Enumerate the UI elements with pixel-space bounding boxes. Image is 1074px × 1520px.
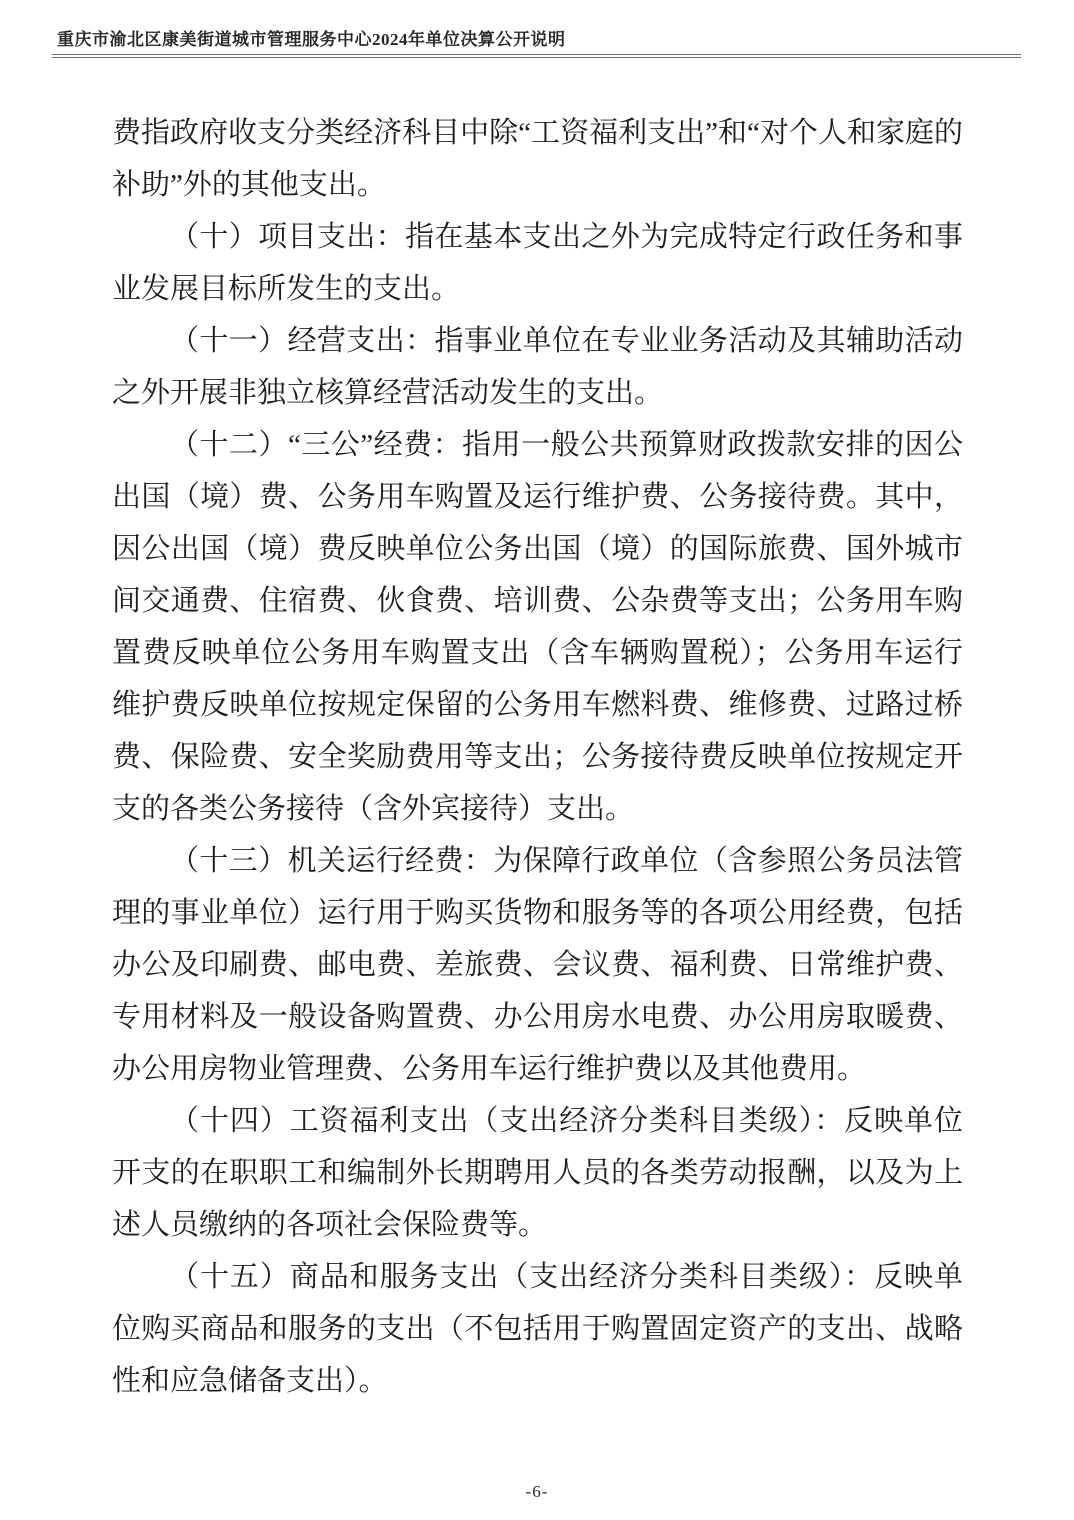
paragraph-item-12-three-public-funds: （十二）“三公”经费：指用一般公共预算财政拨款安排的因公出国（境）费、公务用车购置及运行维护费、公务接待费。其中，因公出国（境）费反映单位公务出国（境）的国际旅费、国外城市间交通费、住宿费、伙食费、培训费、公杂费等支出；公务用车购置费反映单位公务用车购置支出（含车辆购置税）；公务用车运行维护费反映单位按规定保留的公务用车燃料费、维修费、过路过桥费、保险费、安全奖励费用等支出；公务接待费反映单位按规定开支的各类公务接待（含外宾接待）支出。	[112, 429, 963, 825]
paragraph-item-10-project-expenditure: （十）项目支出：指在基本支出之外为完成特定行政任务和事业发展目标所发生的支出。	[112, 221, 963, 305]
page-header	[52, 30, 1021, 58]
paragraph-item-15-goods-services-expenditure: （十五）商品和服务支出（支出经济分类科目类级）：反映单位购买商品和服务的支出（不包括用于购置固定资产的支出、战略性和应急储备支出）。	[112, 1261, 963, 1397]
page-number: -6-	[525, 1482, 549, 1501]
header-title: 重庆市渝北区康美街道城市管理服务中心2024年单位决算公开说明	[57, 30, 566, 49]
paragraph-item-11-operating-expenditure: （十一）经营支出：指事业单位在专业业务活动及其辅助活动之外开展非独立核算经营活动发生的支出。	[112, 325, 963, 409]
paragraph-item-13-agency-operating-funds: （十三）机关运行经费：为保障行政单位（含参照公务员法管理的事业单位）运行用于购买货物和服务等的各项公用经费，包括办公及印刷费、邮电费、差旅费、会议费、福利费、日常维护费、专用材料及一般设备购置费、办公用房水电费、办公用房取暖费、办公用房物业管理费、公务用车运行维护费以及其他费用。	[112, 845, 963, 1085]
paragraph-other-expenses-continuation: 费指政府收支分类经济科目中除“工资福利支出”和“对个人和家庭的补助”外的其他支出。	[112, 117, 963, 201]
paragraph-item-14-salary-welfare-expenditure: （十四）工资福利支出（支出经济分类科目类级）：反映单位开支的在职职工和编制外长期聘用人员的各类劳动报酬，以及为上述人员缴纳的各项社会保险费等。	[112, 1105, 963, 1241]
header-rule	[52, 54, 1021, 58]
page-footer	[0, 1482, 1074, 1502]
document-body	[112, 107, 963, 1407]
